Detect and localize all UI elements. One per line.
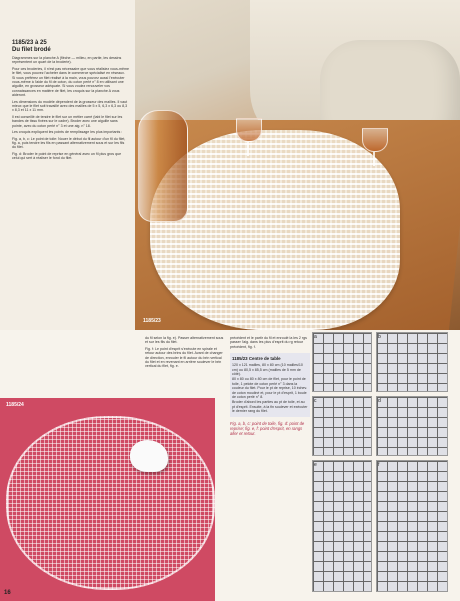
article-para2: Les dimensions du modèle dépendent de la grosseur des mailles. Il vaut mieux que le filet soit travaillé avec des mailles de 5 x 5, 6,3 x 6,3 ou 8,3 x 8,3 et 11 x 11 mm. bbox=[12, 99, 128, 113]
decanter bbox=[138, 110, 188, 222]
middle-column bbox=[145, 336, 225, 369]
diagram-e-label: e bbox=[314, 462, 317, 468]
right-column bbox=[230, 336, 310, 436]
centre-text2: 80 x 80 ou 80 x 80 cm de filet, pour le point de toile, 1 pelote de coton perlé n° 3 dans la couleur du filet. Pour le pt de reprise, 10 échev. de coton mouliné et, pour le pt d'esprit, 1 boule de coton perlé n° 8. bbox=[232, 377, 308, 400]
centre-title: 1185/23 Centre de table bbox=[232, 356, 281, 362]
centre-text3: Broder d'abord les parties au pt de toile, et au pt d'esprit. Ensuite, à la fin soulever et exécuter le dernier rang du filet. bbox=[232, 400, 308, 414]
article-para1: Pour ces broderies, il n'est pas nécessaire que vous réalisiez vous-même le filet, vous pouvez l'acheter dans le commerce spécialisé en réseaux. Si vous préférez un filet réalisé à la main, vous pouvez aussi l'exécuter vous-même à l'aide du fil de coton, du coton perlé n° 8 en utilisant une aiguille, en grosseur adéquate. Si vous voulez renouveler vos connaissances en matière de filet, les croquis sur la planche A vous aideront. bbox=[12, 66, 129, 98]
article-left-column bbox=[0, 0, 135, 330]
diagram-f bbox=[376, 460, 448, 592]
bottom-tag: 1185/24 bbox=[6, 402, 24, 408]
right-text: précédent et le partir du fil et enroulé la les 2 rgs passer l'aig. dans les plus d'esprit du rg retour précédent, fig. f. bbox=[230, 336, 307, 349]
lace-doily bbox=[6, 416, 215, 590]
glass-left bbox=[236, 118, 262, 156]
photo-tag: 1185/23 bbox=[143, 318, 161, 324]
centre-text: 120 x 121 mailles, 80 x 80 cm (10 mailles/10 cm) ou 80,5 x 85,5 cm (mailles de 5 mm de côté). bbox=[232, 363, 303, 377]
diagram-d bbox=[376, 396, 448, 456]
diagram-b-label: b bbox=[378, 334, 381, 340]
diagram-d-label: d bbox=[378, 398, 381, 404]
article-intro: Diagrammes sur la planche A (flèche — milieu, en partie, les dessins représentent un quart de la broderie). bbox=[12, 56, 122, 65]
fig-abc-text: Fig. a, b, c: Le point de toile: Nouer le début du fil autour d'un fil du filet, fig. a, puis tendre les fils en passant alternativement sous et sur les fils du filet. bbox=[12, 136, 126, 150]
fig-d-text: Fig. d: Broder le point de reprise en général avec un fil plus gros que celui qui sert à réaliser le fond du filet. bbox=[12, 151, 122, 161]
fig-f-text: Fig. f: Le point d'esprit s'exécute en spirale et retour autour des brins du filet. Avant de changer de direction, enrouler le fil autour du brin vertical du filet et en revenant en arrière soulever le brin vertical du filet, fig. e. bbox=[145, 346, 223, 369]
article-subtitle: Du filet brodé bbox=[12, 47, 51, 53]
diagram-f-label: f bbox=[378, 462, 380, 468]
middle-text: du fil selon la fig. e). Passer alternativement sous et sur les fils du filet. bbox=[145, 336, 224, 345]
article-title: 1185/23 à 25 bbox=[12, 40, 47, 46]
diagram-a-label: a bbox=[314, 334, 317, 340]
diagram-b bbox=[376, 332, 448, 392]
article-para4: Les croquis expliquent les points de remplissage les plus importants : bbox=[12, 130, 123, 135]
diagram-c-label: c bbox=[314, 398, 317, 404]
centre-table-box bbox=[230, 353, 310, 416]
porcelain-bird bbox=[130, 440, 168, 472]
red-doily-photo bbox=[0, 398, 215, 601]
diagram-a bbox=[312, 332, 372, 392]
diagram-e bbox=[312, 460, 372, 592]
article-para3: Il est conseillé de tendre le filet sur un métier carré (tabi le filet sur les bandes de tissu fixées sur le cadre). Broder avec une aiguille sans pointe, avec du coton perlé n° 3 et une aig. n° 18. bbox=[12, 114, 123, 128]
figure-caption: Fig. a, b, c: point de toile, fig. d: point de reprise; fig. e, f: point d'esprit, en rangs aller et retour. bbox=[230, 420, 305, 436]
diagram-c bbox=[312, 396, 372, 456]
page-number: 16 bbox=[4, 590, 11, 596]
glass-right bbox=[362, 128, 388, 166]
